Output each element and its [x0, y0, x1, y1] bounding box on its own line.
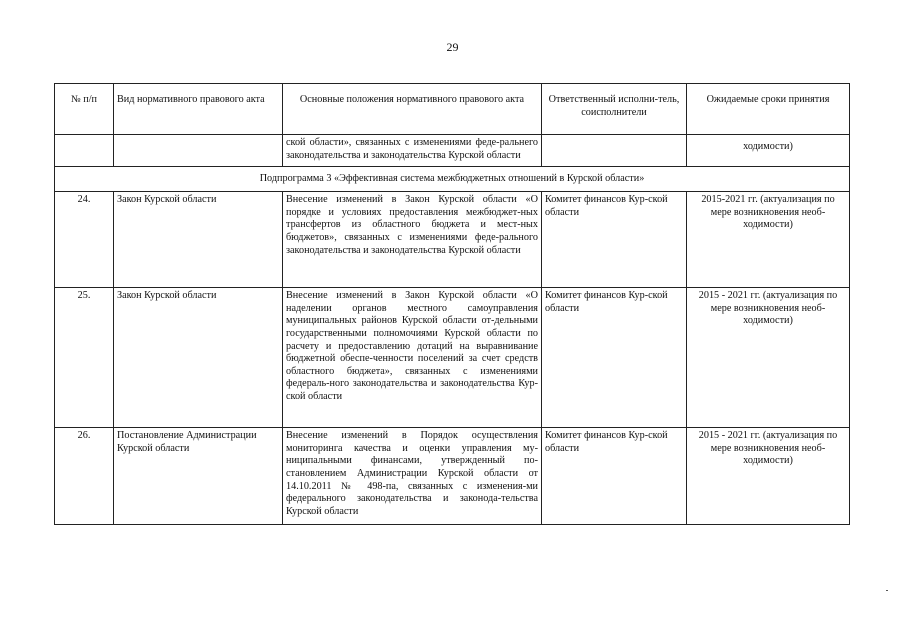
cell-responsible: Комитет финансов Кур-ской области	[542, 192, 687, 288]
cell-provisions: Внесение изменений в Закон Курской области «О порядке и условиях предоставления межбюджет-ных трансфертов из областного бюджета и мест-ных бюджетов», связанных с изменениями феде-рального законодательства и законодательства Курской области	[283, 192, 542, 288]
table-row	[55, 288, 850, 428]
header-terms: Ожидаемые сроки принятия	[687, 84, 850, 135]
cell-provisions: ской области», связанных с изменениями феде-ральнего законодательства и законодательства Курской области	[283, 135, 542, 167]
cell-number	[55, 135, 114, 167]
subprogram-row	[55, 167, 850, 192]
cell-terms: 2015 - 2021 гг. (актуализация по мере возникновения необ-ходимости)	[687, 428, 850, 525]
normative-acts-table	[54, 83, 850, 525]
scan-speck	[886, 590, 888, 591]
subprogram-title: Подпрограмма 3 «Эффективная система межбюджетных отношений в Курской области»	[55, 167, 850, 192]
table-row	[55, 428, 850, 525]
cell-terms: ходимости)	[687, 135, 850, 167]
table-row	[55, 192, 850, 288]
cell-number: 26.	[55, 428, 114, 525]
table-row-continuation	[55, 135, 850, 167]
header-responsible: Ответственный исполни-тель, соисполнители	[542, 84, 687, 135]
cell-responsible: Комитет финансов Кур-ской области	[542, 288, 687, 428]
cell-terms: 2015-2021 гг. (актуализация по мере возникновения необ-ходимости)	[687, 192, 850, 288]
cell-terms: 2015 - 2021 гг. (актуализация по мере возникновения необ-ходимости)	[687, 288, 850, 428]
cell-act-type: Закон Курской области	[114, 192, 283, 288]
cell-act-type: Закон Курской области	[114, 288, 283, 428]
header-provisions: Основные положения нормативного правового акта	[283, 84, 542, 135]
cell-provisions: Внесение изменений в Закон Курской области «О наделении органов местного самоуправления муниципальных районов Курской области от-дельными государственными полномочиями Курской области по расчету и предоставлению дотаций на выравнивание бюджетной обеспе-ченности поселений за счет средств областного бюджета», связанных с изменениями федераль-ного законодательства и законодательства Кур-ской области	[283, 288, 542, 428]
cell-responsible: Комитет финансов Кур-ской области	[542, 428, 687, 525]
cell-responsible	[542, 135, 687, 167]
page-number: 29	[446, 40, 459, 54]
cell-provisions: Внесение изменений в Порядок осуществления мониторинга качества и оценки управления му-ниципальными финансами, утвержденный по-становлением Администрации Курской области от 14.10.2011 № 498-па, связанных с изменения-ми федерального законодательства и законода-тельства Курской области	[283, 428, 542, 525]
cell-act-type: Постановление Администрации Курской области	[114, 428, 283, 525]
table-header-row	[55, 84, 850, 135]
cell-act-type	[114, 135, 283, 167]
cell-number: 25.	[55, 288, 114, 428]
cell-number: 24.	[55, 192, 114, 288]
header-number: № п/п	[55, 84, 114, 135]
header-act-type: Вид нормативного правового акта	[114, 84, 283, 135]
